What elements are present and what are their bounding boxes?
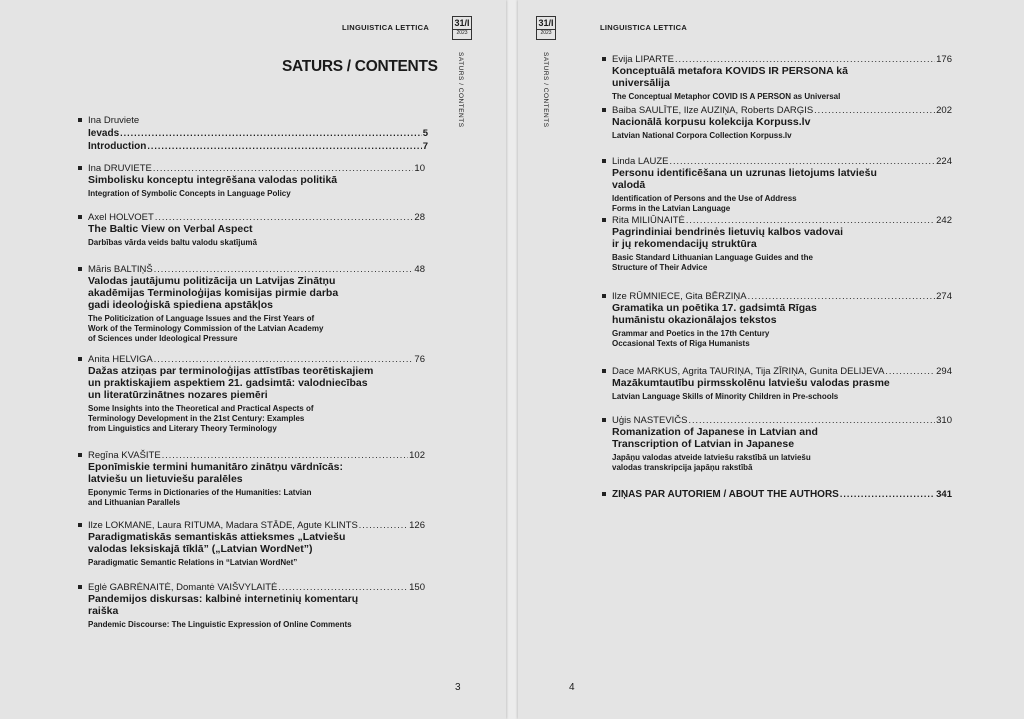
- volume-number: 31/I: [454, 18, 470, 28]
- toc-entry[interactable]: [612, 366, 952, 402]
- toc-entry[interactable]: [88, 163, 425, 199]
- entry-page: 102: [409, 450, 425, 461]
- page-number-right: 4: [569, 682, 575, 693]
- bullet: [78, 585, 82, 589]
- entry-title: The Baltic View on Verbal Aspect: [88, 223, 253, 235]
- entry-author-line: [612, 291, 952, 302]
- toc-entry[interactable]: [88, 212, 425, 248]
- entry-subtitle: Pandemic Discourse: The Linguistic Expression of Online Comments: [88, 620, 352, 629]
- toc-entry[interactable]: [88, 354, 425, 434]
- toc-entry[interactable]: [88, 582, 425, 630]
- entry-page: 310: [936, 415, 952, 426]
- entry-author-line: [612, 156, 952, 167]
- journal-name: LINGUISTICA LETTICA: [600, 23, 688, 32]
- bullet: [602, 108, 606, 112]
- entry-author-line: [88, 520, 425, 531]
- entry-author-line: [88, 354, 425, 365]
- entry-subtitle: Darbības vārda veids baltu valodu skatījumā: [88, 238, 257, 247]
- entry-author-line: [612, 215, 952, 226]
- entry-author-line: [88, 450, 425, 461]
- intro-lv-page: 5: [422, 128, 428, 139]
- journal-name: LINGUISTICA LETTICA: [342, 23, 430, 32]
- entry-title: Paradigmatiskās semantiskās attieksmes „Latviešu valodas leksiskajā tīklā” („Latvian WordNet”): [88, 531, 346, 555]
- contents-title: SATURS / CONTENTS: [282, 58, 438, 75]
- bullet: [602, 218, 606, 222]
- entry-title: Gramatika un poētika 17. gadsimtā Rīgas humānistu okazionālajos tekstos: [612, 302, 817, 326]
- entry-author: Anita HELVIGA: [88, 354, 153, 365]
- toc-entry[interactable]: [612, 415, 952, 473]
- entry-subtitle: Some Insights into the Theoretical and Practical Aspects of Terminology Development in the 21st Century: Examples from Linguistics and Literary Theory Terminology: [88, 404, 314, 433]
- intro-lv-line: [88, 128, 428, 139]
- about-authors-title: ZIŅAS PAR AUTORIEM / ABOUT THE AUTHORS: [612, 489, 839, 500]
- entry-author: Eglė GABRĖNAITĖ, Domantė VAIŠVYLAITĖ: [88, 582, 278, 593]
- left-page: [0, 0, 506, 719]
- entry-subtitle: Eponymic Terms in Dictionaries of the Humanities: Latvian and Lithuanian Parallels: [88, 488, 312, 507]
- bullet: [602, 492, 606, 496]
- toc-entry[interactable]: [612, 156, 952, 214]
- intro-en-title: Introduction: [88, 141, 147, 152]
- bullet: [78, 166, 82, 170]
- entry-author: Evija LIPARTE: [612, 54, 674, 65]
- vertical-section-label: SATURS / CONTENTS: [457, 52, 464, 128]
- entry-title: Personu identificēšana un uzrunas lietojums latviešu valodā: [612, 167, 877, 191]
- entry-page: 150: [409, 582, 425, 593]
- toc-entry-intro[interactable]: [88, 115, 428, 152]
- entry-author: Ilze RŪMNIECE, Gita BĒRZIŅA: [612, 291, 747, 302]
- entry-author: Regīna KVAŠITE: [88, 450, 161, 461]
- entry-subtitle: Paradigmatic Semantic Relations in “Latvian WordNet”: [88, 558, 298, 567]
- entry-author-line: [612, 415, 952, 426]
- entry-author: Māris BALTIŅŠ: [88, 264, 153, 275]
- volume-number: 31/I: [538, 18, 554, 28]
- entry-author: Dace MARKUS, Agrita TAURIŅA, Tija ZĪRIŅA, Gunita DELIJEVA: [612, 366, 885, 377]
- intro-lv-title: Ievads: [88, 128, 120, 139]
- bullet: [602, 57, 606, 61]
- intro-en-line: [88, 141, 428, 152]
- bullet: [78, 453, 82, 457]
- entry-title: Pandemijos diskursas: kalbinė internetinių komentarų raiška: [88, 593, 359, 617]
- entry-author: Axel HOLVOET: [88, 212, 154, 223]
- entry-author-line: [88, 264, 425, 275]
- entry-author: Ina DRUVIETE: [88, 163, 152, 174]
- toc-entry[interactable]: [612, 105, 952, 141]
- entry-page: 76: [414, 354, 425, 365]
- vertical-section-label: SATURS / CONTENTS: [542, 52, 549, 128]
- about-authors-page: 341: [936, 489, 952, 500]
- entry-author-line: [612, 54, 952, 65]
- entry-page: 10: [414, 163, 425, 174]
- entry-page: 126: [409, 520, 425, 531]
- entry-subtitle: Basic Standard Lithuanian Language Guides and the Structure of Their Advice: [612, 253, 813, 272]
- entry-title: Dažas atziņas par terminoloģijas attīstības teorētiskajiem un praktiskajiem aspektiem 21. gadsimtā: valodniecības un literatūrzinātnes nozares piemēri: [88, 365, 374, 401]
- volume-box: [536, 16, 556, 40]
- volume-box: [452, 16, 472, 40]
- about-authors-line: [612, 489, 952, 500]
- entry-title: Valodas jautājumu politizācija un Latvijas Zinātņu akadēmijas Terminoloģijas komisijas pirmie darba gadi ideoloģiskā spiediena apstākļos: [88, 275, 339, 311]
- volume-year: 2023: [537, 29, 555, 37]
- toc-entry[interactable]: [612, 54, 952, 102]
- entry-subtitle: The Politicization of Language Issues and the First Years of Work of the Terminology Commission of the Latvian Academy of Sciences under Ideological Pressure: [88, 314, 324, 343]
- entry-subtitle: Japāņu valodas atveide latviešu rakstībā un latviešu valodas transkripcija japāņu rakstībā: [612, 453, 811, 472]
- entry-author: Ilze LOKMANE, Laura RITUMA, Madara STĀDE, Agute KLINTS: [88, 520, 358, 531]
- entry-subtitle: Latvian National Corpora Collection Korpuss.lv: [612, 131, 792, 140]
- entry-page: 294: [936, 366, 952, 377]
- entry-author: Ina Druviete: [88, 115, 140, 126]
- entry-title: Simbolisku konceptu integrēšana valodas politikā: [88, 174, 338, 186]
- bullet: [78, 267, 82, 271]
- toc-entry-about-authors[interactable]: [612, 489, 952, 500]
- entry-author: Baiba SAULĪTE, Ilze AUZIŅA, Roberts DARĢIS: [612, 105, 814, 116]
- entry-title: Nacionālā korpusu kolekcija Korpuss.lv: [612, 116, 811, 128]
- entry-author-line: [88, 582, 425, 593]
- bullet: [602, 159, 606, 163]
- entry-subtitle: Integration of Symbolic Concepts in Language Policy: [88, 189, 291, 198]
- entry-page: 224: [936, 156, 952, 167]
- bullet: [602, 294, 606, 298]
- bullet: [78, 215, 82, 219]
- entry-author-line: [88, 212, 425, 223]
- entry-page: 242: [936, 215, 952, 226]
- entry-author-line: [612, 105, 952, 116]
- bullet: [78, 523, 82, 527]
- entry-subtitle: Identification of Persons and the Use of Address Forms in the Latvian Language: [612, 194, 797, 213]
- entry-title: Pagrindiniai bendrinės lietuvių kalbos vadovai ir jų rekomendacijų struktūra: [612, 226, 844, 250]
- right-page: [518, 0, 1024, 719]
- entry-title: Konceptuālā metafora KOVIDS IR PERSONA kā universālija: [612, 65, 848, 89]
- entry-title: Eponīmiskie termini humanitāro zinātņu vārdnīcās: latviešu un lietuviešu paralēles: [88, 461, 343, 485]
- entry-author: Rita MILIŪNAITĖ: [612, 215, 685, 226]
- entry-author: Uģis NASTEVIČS: [612, 415, 688, 426]
- intro-en-page: 7: [422, 141, 428, 152]
- bullet: [78, 357, 82, 361]
- volume-year: 2023: [453, 29, 471, 37]
- bullet: [602, 418, 606, 422]
- entry-page: 274: [936, 291, 952, 302]
- entry-title: Mazākumtautību pirmsskolēnu latviešu valodas prasme: [612, 377, 890, 389]
- entry-subtitle: Grammar and Poetics in the 17th Century Occasional Texts of Riga Humanists: [612, 329, 770, 348]
- entry-page: 48: [414, 264, 425, 275]
- page-number-left: 3: [455, 682, 461, 693]
- entry-page: 202: [936, 105, 952, 116]
- bullet: [78, 118, 82, 122]
- toc-entry[interactable]: [88, 450, 425, 508]
- bullet: [602, 369, 606, 373]
- entry-page: 176: [936, 54, 952, 65]
- entry-title: Romanization of Japanese in Latvian and Transcription of Latvian in Japanese: [612, 426, 818, 450]
- entry-author: Linda LAUZE: [612, 156, 669, 167]
- toc-entry[interactable]: [612, 291, 952, 349]
- entry-page: 28: [414, 212, 425, 223]
- toc-entry[interactable]: [612, 215, 952, 273]
- entry-subtitle: The Conceptual Metaphor COVID IS A PERSON as Universal: [612, 92, 841, 101]
- toc-entry[interactable]: [88, 264, 425, 344]
- entry-author-line: [88, 163, 425, 174]
- entry-author-line: [612, 366, 952, 377]
- toc-entry[interactable]: [88, 520, 425, 568]
- entry-subtitle: Latvian Language Skills of Minority Children in Pre-schools: [612, 392, 839, 401]
